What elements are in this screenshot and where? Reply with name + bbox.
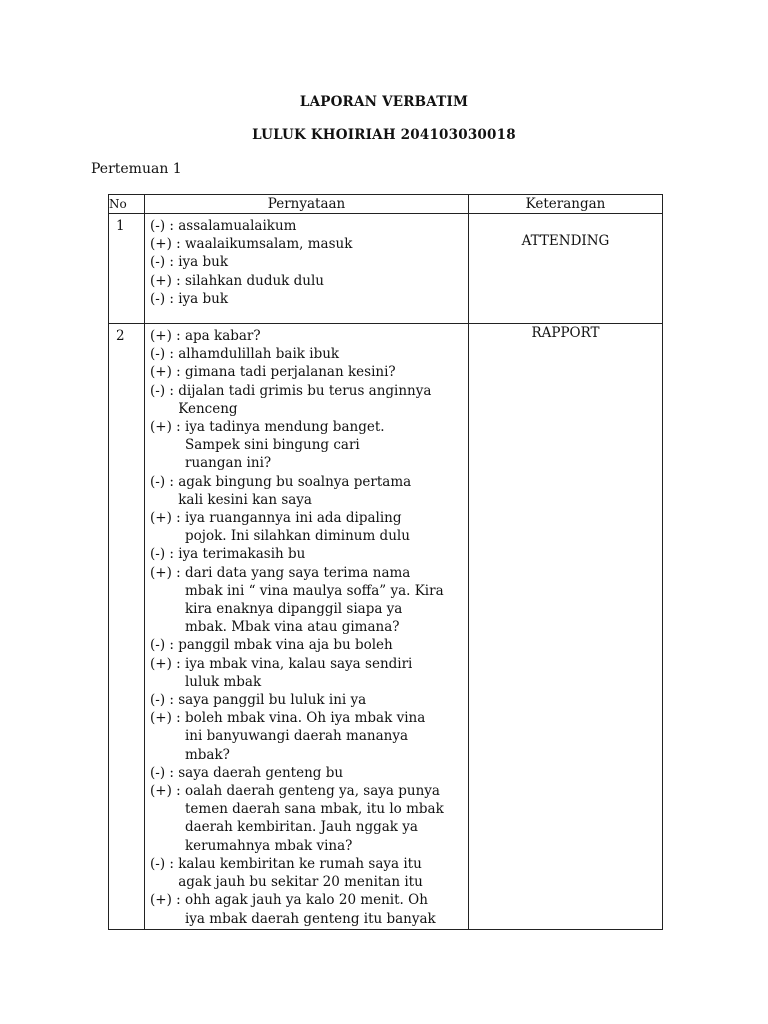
speaker-marker: (-) : (150, 637, 179, 654)
utterance-text: waalaikumsalam, masuk (184, 236, 353, 253)
verbatim-table (108, 194, 663, 930)
speaker-marker: (-) : (150, 546, 179, 563)
speaker-marker: (-) : (150, 290, 179, 307)
speaker-marker: (+) : (150, 892, 185, 909)
utterance-text: iya mbak vina, kalau saya sendiri luluk mbak (184, 655, 413, 690)
dialogue-line (150, 290, 462, 308)
speaker-marker: (+) : (150, 364, 185, 381)
meeting-label: Pertemuan 1 (91, 161, 182, 177)
dialogue-line (150, 382, 462, 418)
speaker-marker: (+) : (150, 710, 185, 727)
remarks-cell (469, 324, 663, 930)
speaker-marker: (-) : (150, 764, 179, 781)
dialogue-line (150, 363, 462, 381)
utterance-text: ohh agak jauh ya kalo 20 menit. Oh iya mbak daerah genteng itu banyak (184, 892, 436, 927)
speaker-marker: (-) : (150, 218, 179, 234)
utterance-text: silahkan duduk dulu (184, 272, 324, 289)
dialogue-line (150, 345, 462, 363)
utterance-text: iya buk (178, 254, 229, 271)
utterance-text: panggil mbak vina aja bu boleh (178, 637, 393, 654)
utterance-text: oalah daerah genteng ya, saya punya temen daerah sana mbak, itu lo mbak daerah kembiritan. Jauh nggak ya kerumahnya mbak vina? (184, 783, 444, 854)
speaker-marker: (-) : (150, 254, 179, 271)
column-header-remarks: Keterangan (469, 195, 663, 214)
dialogue-line (150, 782, 462, 855)
dialogue-line (150, 891, 462, 927)
dialogue-line (150, 855, 462, 891)
table-row (109, 324, 663, 930)
speaker-marker: (+) : (150, 510, 185, 527)
dialogue-line (150, 253, 462, 271)
dialogue-line (150, 636, 462, 654)
statement-cell (145, 214, 469, 324)
dialogue-line (150, 545, 462, 563)
dialogue-line (150, 217, 462, 235)
speaker-marker: (+) : (150, 564, 185, 581)
speaker-marker: (+) : (150, 328, 185, 344)
utterance-text: iya buk (178, 290, 229, 307)
dialogue-line (150, 327, 462, 345)
column-header-no: No (109, 195, 145, 214)
dialogue-line (150, 764, 462, 782)
document-title: LAPORAN VERBATIM (299, 94, 469, 110)
table-row (109, 214, 663, 324)
speaker-marker: (+) : (150, 419, 185, 436)
column-header-statement: Pernyataan (145, 195, 469, 214)
dialogue-line (150, 473, 462, 509)
dialogue-line (150, 655, 462, 691)
dialogue-line (150, 509, 462, 545)
speaker-marker: (-) : (150, 346, 179, 363)
utterance-text: boleh mbak vina. Oh iya mbak vina ini banyuwangi daerah mananya mbak? (184, 710, 426, 763)
speaker-marker: (-) : (150, 692, 179, 709)
speaker-marker: (-) : (150, 473, 179, 490)
speaker-marker: (+) : (150, 236, 185, 253)
utterance-text: apa kabar? (184, 328, 261, 344)
speaker-marker: (+) : (150, 783, 185, 800)
utterance-text: agak bingung bu soalnya pertama kali kesini kan saya (178, 473, 412, 508)
remarks-label: ATTENDING (521, 233, 610, 249)
utterance-text: assalamualaikum (178, 218, 297, 234)
utterance-text: iya terimakasih bu (178, 546, 306, 563)
utterance-text: dari data yang saya terima nama mbak ini “ vina maulya soffa” ya. Kira kira enaknya dipanggil siapa ya mbak. Mbak vina atau gimana? (184, 564, 444, 636)
utterance-text: kalau kembiritan ke rumah saya itu agak jauh bu sekitar 20 menitan itu (178, 855, 423, 891)
dialogue-line (150, 564, 462, 637)
remarks-label: RAPPORT (531, 325, 600, 341)
row-number: 1 (109, 214, 145, 324)
speaker-marker: (-) : (150, 382, 179, 399)
utterance-text: dijalan tadi grimis bu terus anginnya Kenceng (178, 382, 432, 417)
statement-cell (145, 324, 469, 930)
utterance-text: saya daerah genteng bu (178, 764, 344, 781)
utterance-text: iya tadinya mendung banget. Sampek sini bingung cari ruangan ini? (184, 419, 385, 472)
utterance-text: saya panggil bu luluk ini ya (178, 692, 367, 709)
speaker-marker: (-) : (150, 855, 179, 872)
remarks-cell (469, 214, 663, 324)
dialogue-line (150, 691, 462, 709)
author-line: LULUK KHOIRIAH 204103030018 (252, 127, 516, 143)
utterance-text: gimana tadi perjalanan kesini? (184, 364, 396, 381)
table-header-row (109, 195, 663, 214)
dialogue-line (150, 272, 462, 290)
utterance-text: iya ruangannya ini ada dipaling pojok. Ini silahkan diminum dulu (184, 510, 410, 545)
speaker-marker: (+) : (150, 272, 185, 289)
dialogue-line (150, 235, 462, 253)
speaker-marker: (+) : (150, 655, 185, 672)
utterance-text: alhamdulillah baik ibuk (178, 346, 340, 363)
dialogue-line (150, 418, 462, 473)
row-number: 2 (109, 324, 145, 930)
dialogue-line (150, 709, 462, 764)
